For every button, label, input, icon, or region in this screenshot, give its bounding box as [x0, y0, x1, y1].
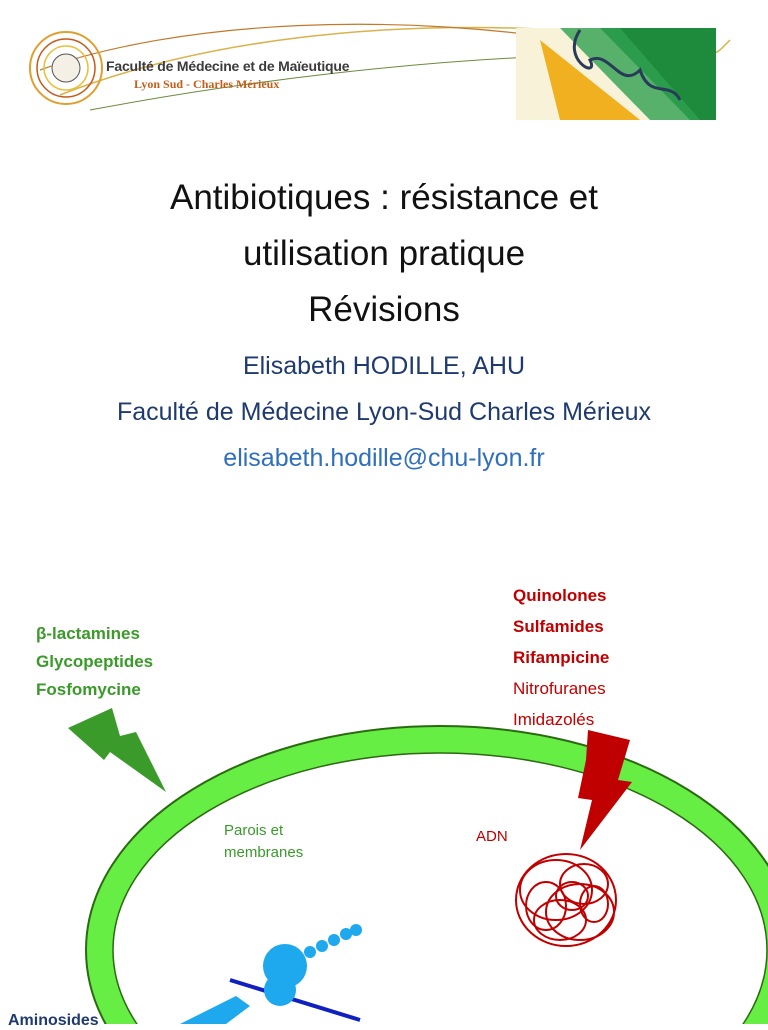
antibiotic-item: β-lactamines — [36, 624, 140, 643]
antibiotic-item: Sulfamides — [513, 617, 604, 636]
antibiotic-item: Glycopeptides — [36, 652, 154, 671]
title-line-1: Antibiotiques : résistance et — [169, 178, 598, 217]
dna-antibiotics-list — [513, 580, 609, 735]
ribosome-antibiotic-label: Aminosides — [8, 1012, 99, 1029]
antibiotic-item: Fosfomycine — [36, 680, 141, 699]
author-affiliation: Faculté de Médecine Lyon-Sud Charles Mérieux — [116, 398, 652, 426]
antibiotic-item: Rifampicine — [513, 648, 610, 667]
title-line-3: Révisions — [308, 290, 460, 329]
antibiotic-item: Imidazolés — [513, 710, 595, 729]
green-lightning-icon — [68, 708, 166, 792]
title-line-2: utilisation pratique — [242, 234, 526, 273]
author-email[interactable]: elisabeth.hodille@chu-lyon.fr — [223, 444, 545, 472]
antibiotic-item: Quinolones — [513, 586, 607, 605]
antibiotic-item: Nitrofuranes — [513, 679, 606, 698]
faculty-name: Faculté de Médecine et de Maïeutique — [106, 58, 350, 74]
lyon-graphic — [516, 28, 716, 120]
faculty-subtitle: Lyon Sud - Charles Mérieux — [134, 77, 280, 91]
author-name: Elisabeth HODILLE, AHU — [242, 352, 526, 380]
cell-wall-antibiotics-list — [36, 620, 153, 704]
slide-title — [0, 170, 768, 338]
wall-label: Parois et membranes — [224, 822, 304, 861]
dna-label: ADN — [476, 828, 508, 845]
